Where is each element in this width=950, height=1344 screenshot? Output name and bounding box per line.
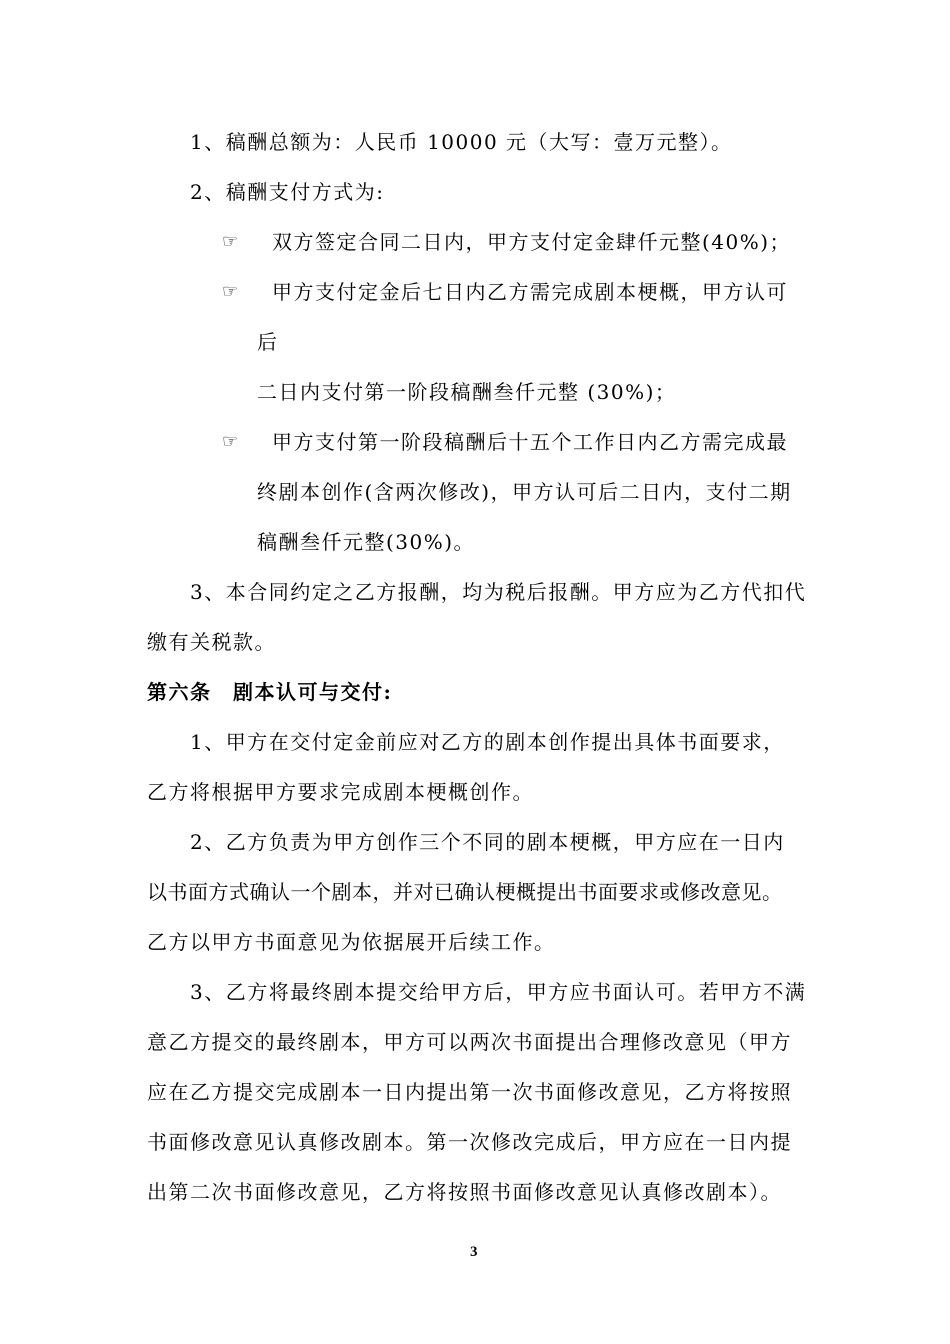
- bullet-deposit-line: 双方签定合同二日内，甲方支付定金肆仟元整(40%)；: [272, 230, 792, 254]
- bullet-stage2-line2: 终剧本创作(含两次修改)，甲方认可后二日内，支付二期: [257, 480, 792, 504]
- clause-3-line2: 意乙方提交的最终剧本，甲方可以两次书面提出合理修改意见（甲方: [147, 1030, 792, 1054]
- clause-3-line3: 应在乙方提交完成剧本一日内提出第一次书面修改意见，乙方将按照: [147, 1080, 792, 1104]
- pointing-hand-icon: ☞: [222, 231, 239, 252]
- bullet-stage1-line1: 甲方支付定金后七日内乙方需完成剧本梗概，甲方认可: [272, 280, 788, 304]
- bullet-stage1-line2: 后: [257, 330, 279, 354]
- clause-1-line1: 1、甲方在交付定金前应对乙方的剧本创作提出具体书面要求，: [190, 730, 785, 754]
- tax-clause-line1: 3、本合同约定之乙方报酬，均为税后报酬。甲方应为乙方代扣代: [190, 580, 807, 604]
- payment-method-line: 2、稿酬支付方式为:: [190, 180, 385, 204]
- clause-1-line2: 乙方将根据甲方要求完成剧本梗概创作。: [147, 780, 534, 804]
- clause-2-line2: 以书面方式确认一个剧本，并对已确认梗概提出书面要求或修改意见。: [147, 880, 783, 904]
- page-number: 3: [470, 1244, 478, 1260]
- clause-3-line4: 书面修改意见认真修改剧本。第一次修改完成后，甲方应在一日内提: [147, 1130, 792, 1154]
- pointing-hand-icon: ☞: [222, 431, 239, 452]
- bullet-stage2-line1: 甲方支付第一阶段稿酬后十五个工作日内乙方需完成最: [272, 430, 788, 454]
- tax-clause-line2: 缴有关税款。: [147, 630, 276, 654]
- payment-total-line: 1、稿酬总额为：人民币 10000 元（大写：壹万元整）。: [190, 130, 733, 154]
- bullet-stage1-line3: 二日内支付第一阶段稿酬叁仟元整 (30%)；: [257, 380, 677, 404]
- section-six-heading: 第六条 剧本认可与交付:: [147, 680, 393, 704]
- bullet-stage2-line3: 稿酬叁仟元整(30%)。: [257, 530, 476, 554]
- clause-3-line5: 出第二次书面修改意见，乙方将按照书面修改意见认真修改剧本）。: [147, 1180, 782, 1204]
- clause-3-line1: 3、乙方将最终剧本提交给甲方后，甲方应书面认可。若甲方不满: [190, 980, 807, 1004]
- clause-2-line3: 乙方以甲方书面意见为依据展开后续工作。: [147, 930, 556, 954]
- clause-2-line1: 2、乙方负责为甲方创作三个不同的剧本梗概，甲方应在一日内: [190, 830, 785, 854]
- pointing-hand-icon: ☞: [222, 281, 239, 302]
